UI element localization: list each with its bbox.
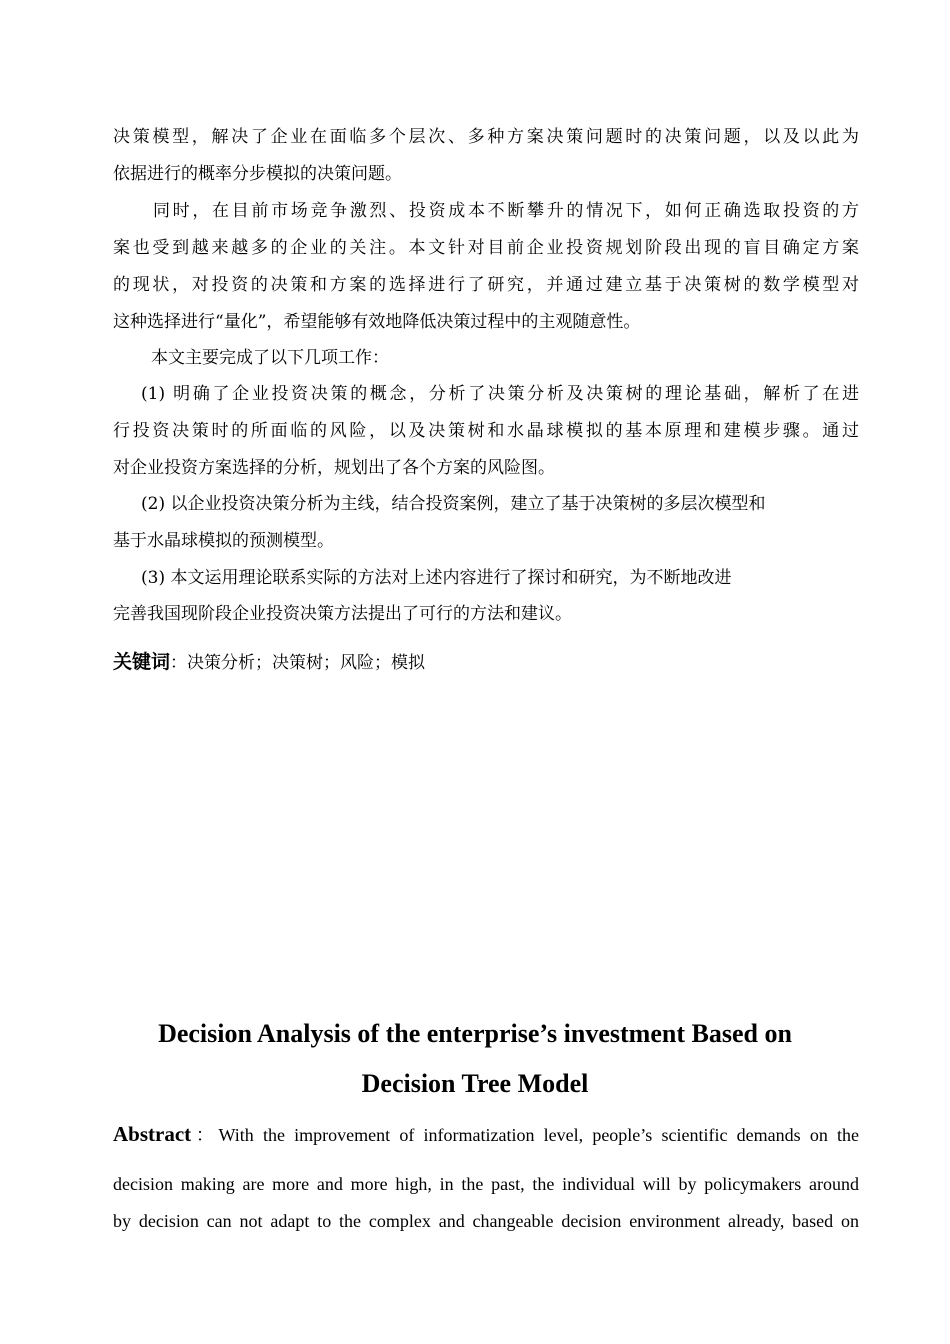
- english-title-line: Decision Tree Model: [361, 1069, 589, 1098]
- abstract-line: decision making are more and more high, in the past, the individual will by policymakers around: [113, 1174, 859, 1194]
- list-item-line: (2) 以企业投资决策分析为主线，结合投资案例，建立了基于决策树的多层次模型和: [141, 494, 766, 514]
- abstract-line: by decision can not adapt to the complex and changeable decision environment already, based on: [113, 1211, 859, 1231]
- abstract-label: Abstract: [113, 1122, 192, 1146]
- list-item-line: (3) 本文运用理论联系实际的方法对上述内容进行了探讨和研究，为不断地改进: [141, 568, 732, 588]
- keywords-line: [113, 650, 859, 675]
- body-text-line: 决策模型，解决了企业在面临多个层次、多种方案决策问题时的决策问题，以及以此为: [113, 127, 859, 147]
- abstract-text: With the improvement of informatization level, people’s scientific demands on the: [218, 1125, 859, 1145]
- body-text-line: 同时，在目前市场竞争激烈、投资成本不断攀升的情况下，如何正确选取投资的方: [153, 201, 859, 221]
- body-text-line: 这种选择进行“量化”，希望能够有效地降低决策过程中的主观随意性。: [113, 312, 641, 332]
- keywords-label: 关键词: [113, 651, 171, 673]
- list-item-line: (1) 明确了企业投资决策的概念，分析了决策分析及决策树的理论基础，解析了在进: [141, 384, 859, 404]
- list-item-line: 对企业投资方案选择的分析，规划出了各个方案的风险图。: [113, 458, 555, 478]
- abstract-separator: ：: [191, 1125, 219, 1145]
- keywords-separator: ：: [170, 653, 188, 673]
- abstract-line: [113, 1122, 859, 1147]
- body-text-line: 案也受到越来越多的企业的关注。本文针对目前企业投资规划阶段出现的盲目确定方案: [113, 238, 859, 258]
- body-text-line: 本文主要完成了以下几项工作：: [151, 348, 389, 368]
- list-item-line: 基于水晶球模拟的预测模型。: [113, 531, 334, 551]
- body-text-line: 的现状，对投资的决策和方案的选择进行了研究，并通过建立基于决策树的数学模型对: [113, 275, 859, 295]
- list-item-line: 行投资决策时的所面临的风险，以及决策树和水晶球模拟的基本原理和建模步骤。通过: [113, 421, 859, 441]
- list-item-line: 完善我国现阶段企业投资决策方法提出了可行的方法和建议。: [113, 604, 572, 624]
- body-text-line: 依据进行的概率分步模拟的决策问题。: [113, 164, 402, 184]
- keywords-text: 决策分析；决策树；风险；模拟: [187, 653, 426, 673]
- english-title-line: Decision Analysis of the enterprise’s investment Based on: [158, 1019, 792, 1048]
